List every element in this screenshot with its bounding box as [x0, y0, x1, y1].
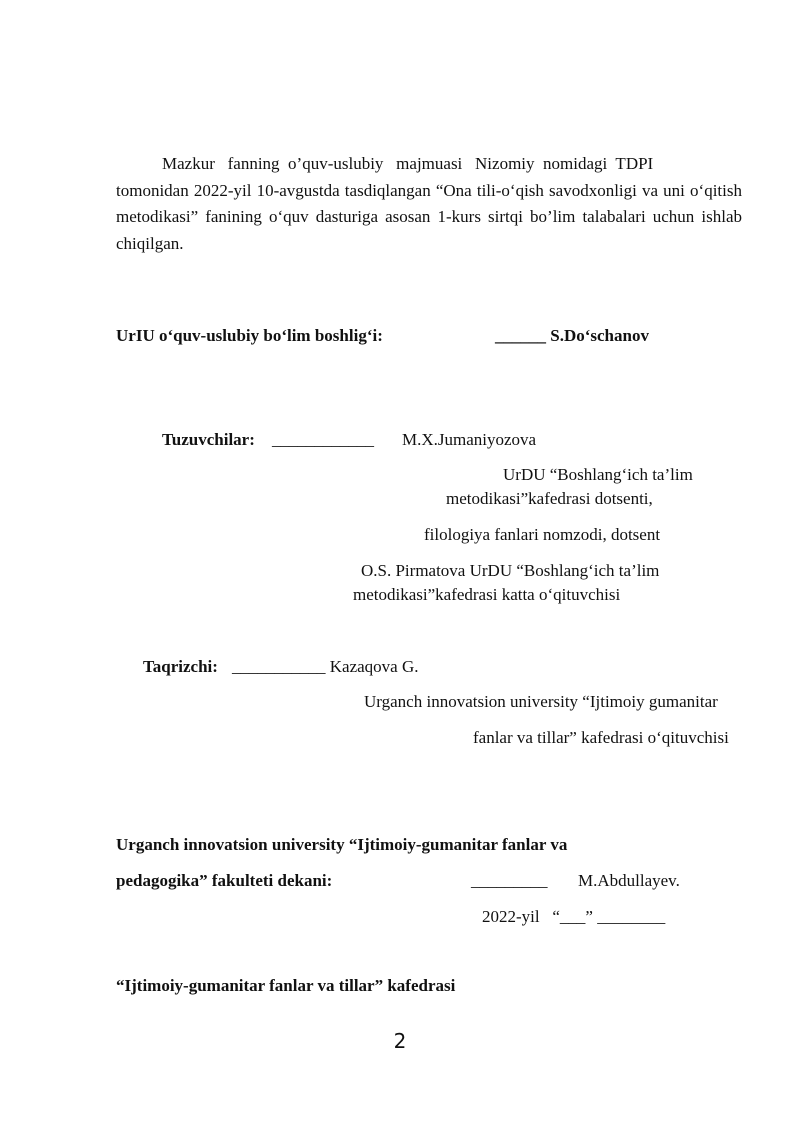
- author-1-name: M.X.Jumaniyozova: [402, 430, 537, 449]
- authors-label: Tuzuvchilar:: [162, 430, 255, 449]
- dean-line-2: pedagogika” fakulteti dekani:: [116, 871, 333, 890]
- department-title: “Ijtimoiy-gumanitar fanlar va tillar” kafedrasi: [116, 976, 456, 995]
- intro-paragraph: [116, 151, 742, 257]
- approval-signature: ______ S.Do‘schanov: [495, 326, 649, 345]
- intro-first-line: Mazkur fanning o’quv-uslubiy majmuasi Nizomiy nomidagi TDPI: [162, 154, 654, 173]
- author-2-line-1: O.S. Pirmatova UrDU “Boshlang‘ich ta’lim: [361, 561, 660, 580]
- reviewer-label: Taqrizchi:: [143, 657, 218, 676]
- authors-signature-blank: ____________: [272, 430, 374, 449]
- reviewer-name: ___________ Kazaqova G.: [232, 657, 419, 676]
- page-number: 2: [393, 1029, 407, 1053]
- approval-label: UrIU o‘quv-uslubiy bo‘lim boshlig‘i:: [116, 326, 383, 345]
- author-2-line-2: metodikasi”kafedrasi katta o‘qituvchisi: [353, 585, 621, 604]
- reviewer-position-line-2: fanlar va tillar” kafedrasi o‘qituvchisi: [473, 728, 729, 747]
- author-1-position-line-3: filologiya fanlari nomzodi, dotsent: [424, 525, 661, 544]
- dean-date: 2022-yil “___” ________: [482, 907, 666, 926]
- author-1-position-line-1: UrDU “Boshlang‘ich ta’lim: [503, 465, 693, 484]
- reviewer-position-line-1: Urganch innovatsion university “Ijtimoiy gumanitar: [364, 692, 718, 711]
- intro-text: tomonidan 2022-yil 10-avgustda tasdiqlangan “Ona tili-o‘qish savodxonligi va uni o‘qitish metodikasi” fanining o‘quv dasturiga asosan 1-kurs sirtqi bo’lim talabalari uchun ishlab chiqilgan.: [116, 180, 742, 253]
- dean-name: M.Abdullayev.: [578, 871, 680, 890]
- dean-line-1: Urganch innovatsion university “Ijtimoiy-gumanitar fanlar va: [116, 835, 568, 854]
- dean-signature-blank: _________: [471, 871, 548, 890]
- author-1-position-line-2: metodikasi”kafedrasi dotsenti,: [446, 489, 653, 508]
